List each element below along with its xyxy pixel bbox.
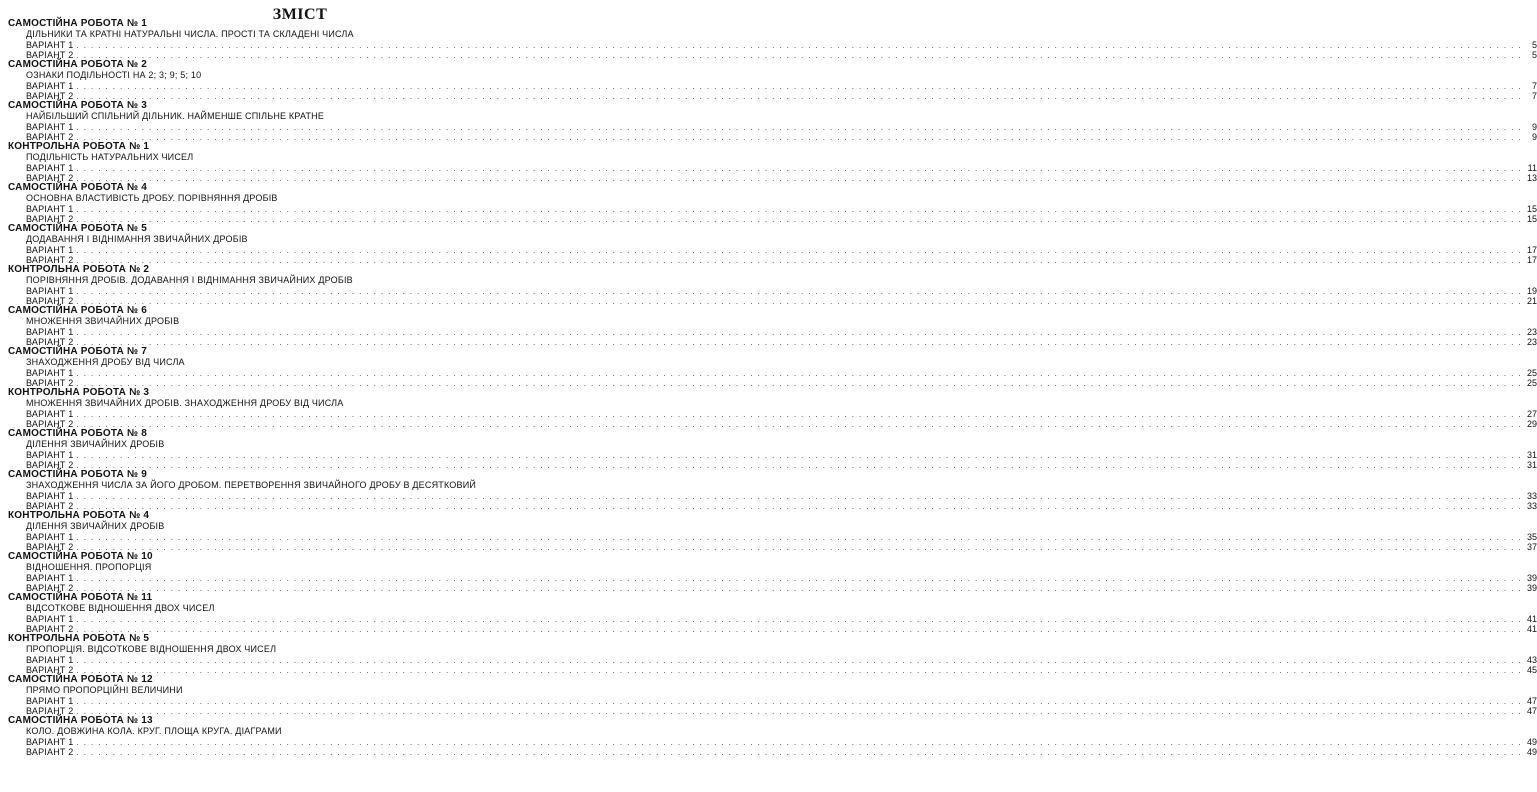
section-heading: САМОСТІЙНА РОБОТА № 13 [8,715,153,726]
entry-label: ВАРІАНТ 2 [26,583,74,593]
page-number: 41 [1526,614,1537,624]
toc-section [8,674,1537,716]
section-heading: САМОСТІЙНА РОБОТА № 5 [8,223,148,234]
toc-entry[interactable] [8,81,1537,91]
page-number: 49 [1526,737,1537,747]
toc-entry[interactable] [8,286,1537,296]
entry-label: ВАРІАНТ 2 [26,337,74,347]
entry-label: ВАРІАНТ 2 [26,624,74,634]
entry-label: ВАРІАНТ 1 [26,368,74,378]
dot-leader: . . . . . . . . . . . . . . . . . . . . . . . . . . . . . . . . . . . . . . . . . . . . . . . . . . . . . . . . . . . . . . . . . . . . . . . . . . . . . . . . . . . . . . . . . . . . . . . . . . . . . . . . . . . . . . . . . . . . . . . . . . . . . . . . . . . . . . . . . . . . . . . . . . . . . . . . . . . . . . . . . . . . . . . . . . . . . . . . . . . . . . . . . . . . . . . . . . . . . . . . [76,420,1522,429]
entry-label: ВАРІАНТ 1 [26,286,74,296]
section-heading: САМОСТІЙНА РОБОТА № 2 [8,59,148,70]
section-topic: ПОДІЛЬНІСТЬ НАТУРАЛЬНИХ ЧИСЕЛ [26,152,194,162]
page-number: 49 [1526,747,1537,757]
page-number: 27 [1526,409,1537,419]
page-number: 13 [1526,173,1537,183]
section-topic: ПРЯМО ПРОПОРЦІЙНІ ВЕЛИЧИНИ [26,685,183,695]
page-number: 5 [1531,50,1537,60]
section-topic: ОЗНАКИ ПОДІЛЬНОСТІ НА 2; 3; 9; 5; 10 [26,70,202,80]
entry-label: ВАРІАНТ 1 [26,81,74,91]
page-number: 7 [1531,91,1537,101]
dot-leader: . . . . . . . . . . . . . . . . . . . . . . . . . . . . . . . . . . . . . . . . . . . . . . . . . . . . . . . . . . . . . . . . . . . . . . . . . . . . . . . . . . . . . . . . . . . . . . . . . . . . . . . . . . . . . . . . . . . . . . . . . . . . . . . . . . . . . . . . . . . . . . . . . . . . . . . . . . . . . . . . . . . . . . . . . . . . . . . . . . . . . . . . . . . . . . . . . . . . . . . . [76,287,1522,296]
section-topic: ВІДСОТКОВЕ ВІДНОШЕННЯ ДВОХ ЧИСЕЛ [26,603,215,613]
page-number: 31 [1526,460,1537,470]
section-heading: САМОСТІЙНА РОБОТА № 7 [8,346,148,357]
dot-leader: . . . . . . . . . . . . . . . . . . . . . . . . . . . . . . . . . . . . . . . . . . . . . . . . . . . . . . . . . . . . . . . . . . . . . . . . . . . . . . . . . . . . . . . . . . . . . . . . . . . . . . . . . . . . . . . . . . . . . . . . . . . . . . . . . . . . . . . . . . . . . . . . . . . . . . . . . . . . . . . . . . . . . . . . . . . . . . . . . . . . . . . . . . . . . . . . . . . . . . . . [76,492,1522,501]
section-heading: КОНТРОЛЬНА РОБОТА № 1 [8,141,150,152]
entry-label: ВАРІАНТ 2 [26,460,74,470]
entry-label: ВАРІАНТ 1 [26,122,74,132]
page-number: 33 [1526,501,1537,511]
entry-label: ВАРІАНТ 2 [26,91,74,101]
section-topic: НАЙБІЛЬШИЙ СПІЛЬНИЙ ДІЛЬНИК. НАЙМЕНШЕ СПІЛЬНЕ КРАТНЕ [26,111,325,121]
toc-entry[interactable] [8,737,1537,747]
dot-leader: . . . . . . . . . . . . . . . . . . . . . . . . . . . . . . . . . . . . . . . . . . . . . . . . . . . . . . . . . . . . . . . . . . . . . . . . . . . . . . . . . . . . . . . . . . . . . . . . . . . . . . . . . . . . . . . . . . . . . . . . . . . . . . . . . . . . . . . . . . . . . . . . . . . . . . . . . . . . . . . . . . . . . . . . . . . . . . . . . . . . . . . . . . . . . . . . . . . . . . . . [76,246,1522,255]
page-number: 25 [1526,368,1537,378]
dot-leader: . . . . . . . . . . . . . . . . . . . . . . . . . . . . . . . . . . . . . . . . . . . . . . . . . . . . . . . . . . . . . . . . . . . . . . . . . . . . . . . . . . . . . . . . . . . . . . . . . . . . . . . . . . . . . . . . . . . . . . . . . . . . . . . . . . . . . . . . . . . . . . . . . . . . . . . . . . . . . . . . . . . . . . . . . . . . . . . . . . . . . . . . . . . . . . . . . . . . . . . . [76,82,1522,91]
toc-entry[interactable] [8,368,1537,378]
page-number: 11 [1527,163,1537,173]
toc-entry[interactable] [8,655,1537,665]
entry-label: ВАРІАНТ 1 [26,163,74,173]
table-of-contents [8,18,1537,757]
section-topic: ЗНАХОДЖЕННЯ ЧИСЛА ЗА ЙОГО ДРОБОМ. ПЕРЕТВОРЕННЯ ЗВИЧАЙНОГО ДРОБУ В ДЕСЯТКОВИЙ [26,480,477,490]
dot-leader: . . . . . . . . . . . . . . . . . . . . . . . . . . . . . . . . . . . . . . . . . . . . . . . . . . . . . . . . . . . . . . . . . . . . . . . . . . . . . . . . . . . . . . . . . . . . . . . . . . . . . . . . . . . . . . . . . . . . . . . . . . . . . . . . . . . . . . . . . . . . . . . . . . . . . . . . . . . . . . . . . . . . . . . . . . . . . . . . . . . . . . . . . . . . . . . . . . . . . . . . [76,748,1522,757]
entry-label: ВАРІАНТ 1 [26,491,74,501]
page-number: 15 [1526,214,1537,224]
page-number: 23 [1526,337,1537,347]
dot-leader: . . . . . . . . . . . . . . . . . . . . . . . . . . . . . . . . . . . . . . . . . . . . . . . . . . . . . . . . . . . . . . . . . . . . . . . . . . . . . . . . . . . . . . . . . . . . . . . . . . . . . . . . . . . . . . . . . . . . . . . . . . . . . . . . . . . . . . . . . . . . . . . . . . . . . . . . . . . . . . . . . . . . . . . . . . . . . . . . . . . . . . . . . . . . . . . . . . . . . . . . [76,543,1522,552]
toc-entry[interactable] [8,450,1537,460]
section-heading: САМОСТІЙНА РОБОТА № 6 [8,305,148,316]
entry-label: ВАРІАНТ 2 [26,747,74,757]
entry-label: ВАРІАНТ 1 [26,409,74,419]
toc-entry[interactable] [8,532,1537,542]
dot-leader: . . . . . . . . . . . . . . . . . . . . . . . . . . . . . . . . . . . . . . . . . . . . . . . . . . . . . . . . . . . . . . . . . . . . . . . . . . . . . . . . . . . . . . . . . . . . . . . . . . . . . . . . . . . . . . . . . . . . . . . . . . . . . . . . . . . . . . . . . . . . . . . . . . . . . . . . . . . . . . . . . . . . . . . . . . . . . . . . . . . . . . . . . . . . . . . . . . . . . . . . [76,533,1522,542]
section-heading: САМОСТІЙНА РОБОТА № 1 [8,18,148,29]
section-heading: САМОСТІЙНА РОБОТА № 10 [8,551,153,562]
toc-entry[interactable] [8,122,1537,132]
section-heading: САМОСТІЙНА РОБОТА № 4 [8,182,148,193]
page-number: 29 [1526,419,1537,429]
toc-section [8,305,1537,347]
toc-entry[interactable] [8,491,1537,501]
page-number: 47 [1526,706,1537,716]
toc-section [8,469,1537,511]
toc-entry[interactable] [8,573,1537,583]
dot-leader: . . . . . . . . . . . . . . . . . . . . . . . . . . . . . . . . . . . . . . . . . . . . . . . . . . . . . . . . . . . . . . . . . . . . . . . . . . . . . . . . . . . . . . . . . . . . . . . . . . . . . . . . . . . . . . . . . . . . . . . . . . . . . . . . . . . . . . . . . . . . . . . . . . . . . . . . . . . . . . . . . . . . . . . . . . . . . . . . . . . . . . . . . . . . . . . . . . . . . . . . [76,123,1522,132]
dot-leader: . . . . . . . . . . . . . . . . . . . . . . . . . . . . . . . . . . . . . . . . . . . . . . . . . . . . . . . . . . . . . . . . . . . . . . . . . . . . . . . . . . . . . . . . . . . . . . . . . . . . . . . . . . . . . . . . . . . . . . . . . . . . . . . . . . . . . . . . . . . . . . . . . . . . . . . . . . . . . . . . . . . . . . . . . . . . . . . . . . . . . . . . . . . . . . . . . . . . . . . . [76,92,1522,101]
entry-label: ВАРІАНТ 2 [26,542,74,552]
dot-leader: . . . . . . . . . . . . . . . . . . . . . . . . . . . . . . . . . . . . . . . . . . . . . . . . . . . . . . . . . . . . . . . . . . . . . . . . . . . . . . . . . . . . . . . . . . . . . . . . . . . . . . . . . . . . . . . . . . . . . . . . . . . . . . . . . . . . . . . . . . . . . . . . . . . . . . . . . . . . . . . . . . . . . . . . . . . . . . . . . . . . . . . . . . . . . . . . . . . . . . . . [76,574,1522,583]
toc-section [8,551,1537,593]
page-number: 47 [1526,696,1537,706]
page-number: 17 [1526,245,1537,255]
toc-section [8,428,1537,470]
page-number: 37 [1526,542,1537,552]
entry-label: ВАРІАНТ 1 [26,327,74,337]
dot-leader: . . . . . . . . . . . . . . . . . . . . . . . . . . . . . . . . . . . . . . . . . . . . . . . . . . . . . . . . . . . . . . . . . . . . . . . . . . . . . . . . . . . . . . . . . . . . . . . . . . . . . . . . . . . . . . . . . . . . . . . . . . . . . . . . . . . . . . . . . . . . . . . . . . . . . . . . . . . . . . . . . . . . . . . . . . . . . . . . . . . . . . . . . . . . . . . . . . . . . . . . [76,707,1522,716]
section-heading: САМОСТІЙНА РОБОТА № 9 [8,469,148,480]
toc-entry[interactable] [8,204,1537,214]
page-number: 39 [1526,573,1537,583]
section-heading: КОНТРОЛЬНА РОБОТА № 2 [8,264,150,275]
page-number: 7 [1531,81,1537,91]
dot-leader: . . . . . . . . . . . . . . . . . . . . . . . . . . . . . . . . . . . . . . . . . . . . . . . . . . . . . . . . . . . . . . . . . . . . . . . . . . . . . . . . . . . . . . . . . . . . . . . . . . . . . . . . . . . . . . . . . . . . . . . . . . . . . . . . . . . . . . . . . . . . . . . . . . . . . . . . . . . . . . . . . . . . . . . . . . . . . . . . . . . . . . . . . . . . . . . . . . . . . . . . [76,328,1522,337]
section-topic: ОСНОВНА ВЛАСТИВІСТЬ ДРОБУ. ПОРІВНЯННЯ ДРОБІВ [26,193,278,203]
dot-leader: . . . . . . . . . . . . . . . . . . . . . . . . . . . . . . . . . . . . . . . . . . . . . . . . . . . . . . . . . . . . . . . . . . . . . . . . . . . . . . . . . . . . . . . . . . . . . . . . . . . . . . . . . . . . . . . . . . . . . . . . . . . . . . . . . . . . . . . . . . . . . . . . . . . . . . . . . . . . . . . . . . . . . . . . . . . . . . . . . . . . . . . . . . . . . . . . . . . . . . . . [76,133,1522,142]
toc-entry[interactable] [8,163,1537,173]
dot-leader: . . . . . . . . . . . . . . . . . . . . . . . . . . . . . . . . . . . . . . . . . . . . . . . . . . . . . . . . . . . . . . . . . . . . . . . . . . . . . . . . . . . . . . . . . . . . . . . . . . . . . . . . . . . . . . . . . . . . . . . . . . . . . . . . . . . . . . . . . . . . . . . . . . . . . . . . . . . . . . . . . . . . . . . . . . . . . . . . . . . . . . . . . . . . . . . . . . . . . . . . [76,502,1522,511]
section-topic: ДІЛЕННЯ ЗВИЧАЙНИХ ДРОБІВ [26,521,165,531]
dot-leader: . . . . . . . . . . . . . . . . . . . . . . . . . . . . . . . . . . . . . . . . . . . . . . . . . . . . . . . . . . . . . . . . . . . . . . . . . . . . . . . . . . . . . . . . . . . . . . . . . . . . . . . . . . . . . . . . . . . . . . . . . . . . . . . . . . . . . . . . . . . . . . . . . . . . . . . . . . . . . . . . . . . . . . . . . . . . . . . . . . . . . . . . . . . . . . . . . . . . . . . . [76,41,1522,50]
section-topic: ВІДНОШЕННЯ. ПРОПОРЦІЯ [26,562,152,572]
dot-leader: . . . . . . . . . . . . . . . . . . . . . . . . . . . . . . . . . . . . . . . . . . . . . . . . . . . . . . . . . . . . . . . . . . . . . . . . . . . . . . . . . . . . . . . . . . . . . . . . . . . . . . . . . . . . . . . . . . . . . . . . . . . . . . . . . . . . . . . . . . . . . . . . . . . . . . . . . . . . . . . . . . . . . . . . . . . . . . . . . . . . . . . . . . . . . . . . . . . . . . . . [76,215,1522,224]
page-number: 39 [1526,583,1537,593]
dot-leader: . . . . . . . . . . . . . . . . . . . . . . . . . . . . . . . . . . . . . . . . . . . . . . . . . . . . . . . . . . . . . . . . . . . . . . . . . . . . . . . . . . . . . . . . . . . . . . . . . . . . . . . . . . . . . . . . . . . . . . . . . . . . . . . . . . . . . . . . . . . . . . . . . . . . . . . . . . . . . . . . . . . . . . . . . . . . . . . . . . . . . . . . . . . . . . . . . . . . . . . . [76,666,1522,675]
page-number: 15 [1526,204,1537,214]
entry-label: ВАРІАНТ 2 [26,255,74,265]
page-number: 23 [1526,327,1537,337]
dot-leader: . . . . . . . . . . . . . . . . . . . . . . . . . . . . . . . . . . . . . . . . . . . . . . . . . . . . . . . . . . . . . . . . . . . . . . . . . . . . . . . . . . . . . . . . . . . . . . . . . . . . . . . . . . . . . . . . . . . . . . . . . . . . . . . . . . . . . . . . . . . . . . . . . . . . . . . . . . . . . . . . . . . . . . . . . . . . . . . . . . . . . . . . . . . . . . . . . . . . . . . . [76,256,1522,265]
toc-entry[interactable] [8,696,1537,706]
dot-leader: . . . . . . . . . . . . . . . . . . . . . . . . . . . . . . . . . . . . . . . . . . . . . . . . . . . . . . . . . . . . . . . . . . . . . . . . . . . . . . . . . . . . . . . . . . . . . . . . . . . . . . . . . . . . . . . . . . . . . . . . . . . . . . . . . . . . . . . . . . . . . . . . . . . . . . . . . . . . . . . . . . . . . . . . . . . . . . . . . . . . . . . . . . . . . . . . . . . . . . . . [76,625,1522,634]
entry-label: ВАРІАНТ 1 [26,40,74,50]
dot-leader: . . . . . . . . . . . . . . . . . . . . . . . . . . . . . . . . . . . . . . . . . . . . . . . . . . . . . . . . . . . . . . . . . . . . . . . . . . . . . . . . . . . . . . . . . . . . . . . . . . . . . . . . . . . . . . . . . . . . . . . . . . . . . . . . . . . . . . . . . . . . . . . . . . . . . . . . . . . . . . . . . . . . . . . . . . . . . . . . . . . . . . . . . . . . . . . . . . . . . . . . [76,451,1522,460]
toc-section [8,223,1537,265]
dot-leader: . . . . . . . . . . . . . . . . . . . . . . . . . . . . . . . . . . . . . . . . . . . . . . . . . . . . . . . . . . . . . . . . . . . . . . . . . . . . . . . . . . . . . . . . . . . . . . . . . . . . . . . . . . . . . . . . . . . . . . . . . . . . . . . . . . . . . . . . . . . . . . . . . . . . . . . . . . . . . . . . . . . . . . . . . . . . . . . . . . . . . . . . . . . . . . . . . . . . . . . . [76,174,1522,183]
section-topic: ДІЛЬНИКИ ТА КРАТНІ НАТУРАЛЬНІ ЧИСЛА. ПРОСТІ ТА СКЛАДЕНІ ЧИСЛА [26,29,354,39]
toc-section [8,346,1537,388]
entry-label: ВАРІАНТ 1 [26,737,74,747]
toc-section [8,100,1537,142]
page-number: 25 [1526,378,1537,388]
dot-leader: . . . . . . . . . . . . . . . . . . . . . . . . . . . . . . . . . . . . . . . . . . . . . . . . . . . . . . . . . . . . . . . . . . . . . . . . . . . . . . . . . . . . . . . . . . . . . . . . . . . . . . . . . . . . . . . . . . . . . . . . . . . . . . . . . . . . . . . . . . . . . . . . . . . . . . . . . . . . . . . . . . . . . . . . . . . . . . . . . . . . . . . . . . . . . . . . . . . . . . . . [76,338,1522,347]
dot-leader: . . . . . . . . . . . . . . . . . . . . . . . . . . . . . . . . . . . . . . . . . . . . . . . . . . . . . . . . . . . . . . . . . . . . . . . . . . . . . . . . . . . . . . . . . . . . . . . . . . . . . . . . . . . . . . . . . . . . . . . . . . . . . . . . . . . . . . . . . . . . . . . . . . . . . . . . . . . . . . . . . . . . . . . . . . . . . . . . . . . . . . . . . . . . . . . . . . . . . . . . [76,584,1522,593]
page-number: 9 [1531,122,1537,132]
dot-leader: . . . . . . . . . . . . . . . . . . . . . . . . . . . . . . . . . . . . . . . . . . . . . . . . . . . . . . . . . . . . . . . . . . . . . . . . . . . . . . . . . . . . . . . . . . . . . . . . . . . . . . . . . . . . . . . . . . . . . . . . . . . . . . . . . . . . . . . . . . . . . . . . . . . . . . . . . . . . . . . . . . . . . . . . . . . . . . . . . . . . . . . . . . . . . . . . . . . . . . . . [76,51,1522,60]
toc-section [8,264,1537,306]
section-heading: КОНТРОЛЬНА РОБОТА № 3 [8,387,150,398]
section-topic: МНОЖЕННЯ ЗВИЧАЙНИХ ДРОБІВ [26,316,180,326]
page-number: 5 [1531,40,1537,50]
dot-leader: . . . . . . . . . . . . . . . . . . . . . . . . . . . . . . . . . . . . . . . . . . . . . . . . . . . . . . . . . . . . . . . . . . . . . . . . . . . . . . . . . . . . . . . . . . . . . . . . . . . . . . . . . . . . . . . . . . . . . . . . . . . . . . . . . . . . . . . . . . . . . . . . . . . . . . . . . . . . . . . . . . . . . . . . . . . . . . . . . . . . . . . . . . . . . . . . . . . . . . . . [76,697,1522,706]
entry-label: ВАРІАНТ 2 [26,665,74,675]
entry-label: ВАРІАНТ 1 [26,655,74,665]
page-number: 35 [1526,532,1537,542]
entry-label: ВАРІАНТ 1 [26,450,74,460]
entry-label: ВАРІАНТ 2 [26,50,74,60]
toc-section [8,510,1537,552]
toc-section [8,182,1537,224]
section-topic: ДОДАВАННЯ І ВІДНІМАННЯ ЗВИЧАЙНИХ ДРОБІВ [26,234,248,244]
toc-entry[interactable] [8,747,1537,757]
entry-label: ВАРІАНТ 2 [26,214,74,224]
toc-section [8,633,1537,675]
section-heading: КОНТРОЛЬНА РОБОТА № 5 [8,633,150,644]
dot-leader: . . . . . . . . . . . . . . . . . . . . . . . . . . . . . . . . . . . . . . . . . . . . . . . . . . . . . . . . . . . . . . . . . . . . . . . . . . . . . . . . . . . . . . . . . . . . . . . . . . . . . . . . . . . . . . . . . . . . . . . . . . . . . . . . . . . . . . . . . . . . . . . . . . . . . . . . . . . . . . . . . . . . . . . . . . . . . . . . . . . . . . . . . . . . . . . . . . . . . . . . [76,164,1522,173]
section-heading: САМОСТІЙНА РОБОТА № 3 [8,100,148,111]
entry-label: ВАРІАНТ 2 [26,132,74,142]
section-heading: КОНТРОЛЬНА РОБОТА № 4 [8,510,150,521]
toc-section [8,59,1537,101]
dot-leader: . . . . . . . . . . . . . . . . . . . . . . . . . . . . . . . . . . . . . . . . . . . . . . . . . . . . . . . . . . . . . . . . . . . . . . . . . . . . . . . . . . . . . . . . . . . . . . . . . . . . . . . . . . . . . . . . . . . . . . . . . . . . . . . . . . . . . . . . . . . . . . . . . . . . . . . . . . . . . . . . . . . . . . . . . . . . . . . . . . . . . . . . . . . . . . . . . . . . . . . . [76,461,1522,470]
page-title: ЗМІСТ [272,6,328,23]
toc-section [8,715,1537,757]
dot-leader: . . . . . . . . . . . . . . . . . . . . . . . . . . . . . . . . . . . . . . . . . . . . . . . . . . . . . . . . . . . . . . . . . . . . . . . . . . . . . . . . . . . . . . . . . . . . . . . . . . . . . . . . . . . . . . . . . . . . . . . . . . . . . . . . . . . . . . . . . . . . . . . . . . . . . . . . . . . . . . . . . . . . . . . . . . . . . . . . . . . . . . . . . . . . . . . . . . . . . . . . [76,738,1522,747]
page-number: 31 [1526,450,1537,460]
section-heading: САМОСТІЙНА РОБОТА № 12 [8,674,153,685]
toc-section [8,592,1537,634]
entry-label: ВАРІАНТ 1 [26,245,74,255]
toc-entry[interactable] [8,409,1537,419]
dot-leader: . . . . . . . . . . . . . . . . . . . . . . . . . . . . . . . . . . . . . . . . . . . . . . . . . . . . . . . . . . . . . . . . . . . . . . . . . . . . . . . . . . . . . . . . . . . . . . . . . . . . . . . . . . . . . . . . . . . . . . . . . . . . . . . . . . . . . . . . . . . . . . . . . . . . . . . . . . . . . . . . . . . . . . . . . . . . . . . . . . . . . . . . . . . . . . . . . . . . . . . . [76,379,1522,388]
section-topic: ДІЛЕННЯ ЗВИЧАЙНИХ ДРОБІВ [26,439,165,449]
page-number: 21 [1526,296,1537,306]
toc-entry[interactable] [8,245,1537,255]
section-heading: САМОСТІЙНА РОБОТА № 11 [8,592,153,603]
entry-label: ВАРІАНТ 1 [26,696,74,706]
section-heading: САМОСТІЙНА РОБОТА № 8 [8,428,148,439]
section-topic: МНОЖЕННЯ ЗВИЧАЙНИХ ДРОБІВ. ЗНАХОДЖЕННЯ ДРОБУ ВІД ЧИСЛА [26,398,344,408]
entry-label: ВАРІАНТ 2 [26,501,74,511]
entry-label: ВАРІАНТ 2 [26,378,74,388]
page-number: 9 [1531,132,1537,142]
dot-leader: . . . . . . . . . . . . . . . . . . . . . . . . . . . . . . . . . . . . . . . . . . . . . . . . . . . . . . . . . . . . . . . . . . . . . . . . . . . . . . . . . . . . . . . . . . . . . . . . . . . . . . . . . . . . . . . . . . . . . . . . . . . . . . . . . . . . . . . . . . . . . . . . . . . . . . . . . . . . . . . . . . . . . . . . . . . . . . . . . . . . . . . . . . . . . . . . . . . . . . . . [76,205,1522,214]
toc-entry[interactable] [8,40,1537,50]
dot-leader: . . . . . . . . . . . . . . . . . . . . . . . . . . . . . . . . . . . . . . . . . . . . . . . . . . . . . . . . . . . . . . . . . . . . . . . . . . . . . . . . . . . . . . . . . . . . . . . . . . . . . . . . . . . . . . . . . . . . . . . . . . . . . . . . . . . . . . . . . . . . . . . . . . . . . . . . . . . . . . . . . . . . . . . . . . . . . . . . . . . . . . . . . . . . . . . . . . . . . . . . [76,615,1522,624]
section-topic: ПРОПОРЦІЯ. ВІДСОТКОВЕ ВІДНОШЕННЯ ДВОХ ЧИСЕЛ [26,644,277,654]
toc-entry[interactable] [8,327,1537,337]
entry-label: ВАРІАНТ 1 [26,532,74,542]
entry-label: ВАРІАНТ 2 [26,419,74,429]
page-number: 19 [1526,286,1537,296]
page-number: 33 [1526,491,1537,501]
entry-label: ВАРІАНТ 2 [26,706,74,716]
entry-label: ВАРІАНТ 2 [26,173,74,183]
section-topic: ЗНАХОДЖЕННЯ ДРОБУ ВІД ЧИСЛА [26,357,185,367]
page-number: 43 [1526,655,1537,665]
entry-label: ВАРІАНТ 1 [26,204,74,214]
page-number: 41 [1526,624,1537,634]
dot-leader: . . . . . . . . . . . . . . . . . . . . . . . . . . . . . . . . . . . . . . . . . . . . . . . . . . . . . . . . . . . . . . . . . . . . . . . . . . . . . . . . . . . . . . . . . . . . . . . . . . . . . . . . . . . . . . . . . . . . . . . . . . . . . . . . . . . . . . . . . . . . . . . . . . . . . . . . . . . . . . . . . . . . . . . . . . . . . . . . . . . . . . . . . . . . . . . . . . . . . . . . [76,369,1522,378]
toc-section [8,387,1537,429]
toc-section [8,141,1537,183]
page-number: 17 [1526,255,1537,265]
page-number: 45 [1526,665,1537,675]
section-topic: ПОРІВНЯННЯ ДРОБІВ. ДОДАВАННЯ І ВІДНІМАННЯ ЗВИЧАЙНИХ ДРОБІВ [26,275,353,285]
dot-leader: . . . . . . . . . . . . . . . . . . . . . . . . . . . . . . . . . . . . . . . . . . . . . . . . . . . . . . . . . . . . . . . . . . . . . . . . . . . . . . . . . . . . . . . . . . . . . . . . . . . . . . . . . . . . . . . . . . . . . . . . . . . . . . . . . . . . . . . . . . . . . . . . . . . . . . . . . . . . . . . . . . . . . . . . . . . . . . . . . . . . . . . . . . . . . . . . . . . . . . . . [76,297,1522,306]
entry-label: ВАРІАНТ 1 [26,573,74,583]
entry-label: ВАРІАНТ 2 [26,296,74,306]
toc-section [8,18,1537,60]
section-topic: КОЛО. ДОВЖИНА КОЛА. КРУГ. ПЛОЩА КРУГА. ДІАГРАМИ [26,726,282,736]
entry-label: ВАРІАНТ 1 [26,614,74,624]
dot-leader: . . . . . . . . . . . . . . . . . . . . . . . . . . . . . . . . . . . . . . . . . . . . . . . . . . . . . . . . . . . . . . . . . . . . . . . . . . . . . . . . . . . . . . . . . . . . . . . . . . . . . . . . . . . . . . . . . . . . . . . . . . . . . . . . . . . . . . . . . . . . . . . . . . . . . . . . . . . . . . . . . . . . . . . . . . . . . . . . . . . . . . . . . . . . . . . . . . . . . . . . [76,656,1522,665]
dot-leader: . . . . . . . . . . . . . . . . . . . . . . . . . . . . . . . . . . . . . . . . . . . . . . . . . . . . . . . . . . . . . . . . . . . . . . . . . . . . . . . . . . . . . . . . . . . . . . . . . . . . . . . . . . . . . . . . . . . . . . . . . . . . . . . . . . . . . . . . . . . . . . . . . . . . . . . . . . . . . . . . . . . . . . . . . . . . . . . . . . . . . . . . . . . . . . . . . . . . . . . . [76,410,1522,419]
toc-entry[interactable] [8,614,1537,624]
